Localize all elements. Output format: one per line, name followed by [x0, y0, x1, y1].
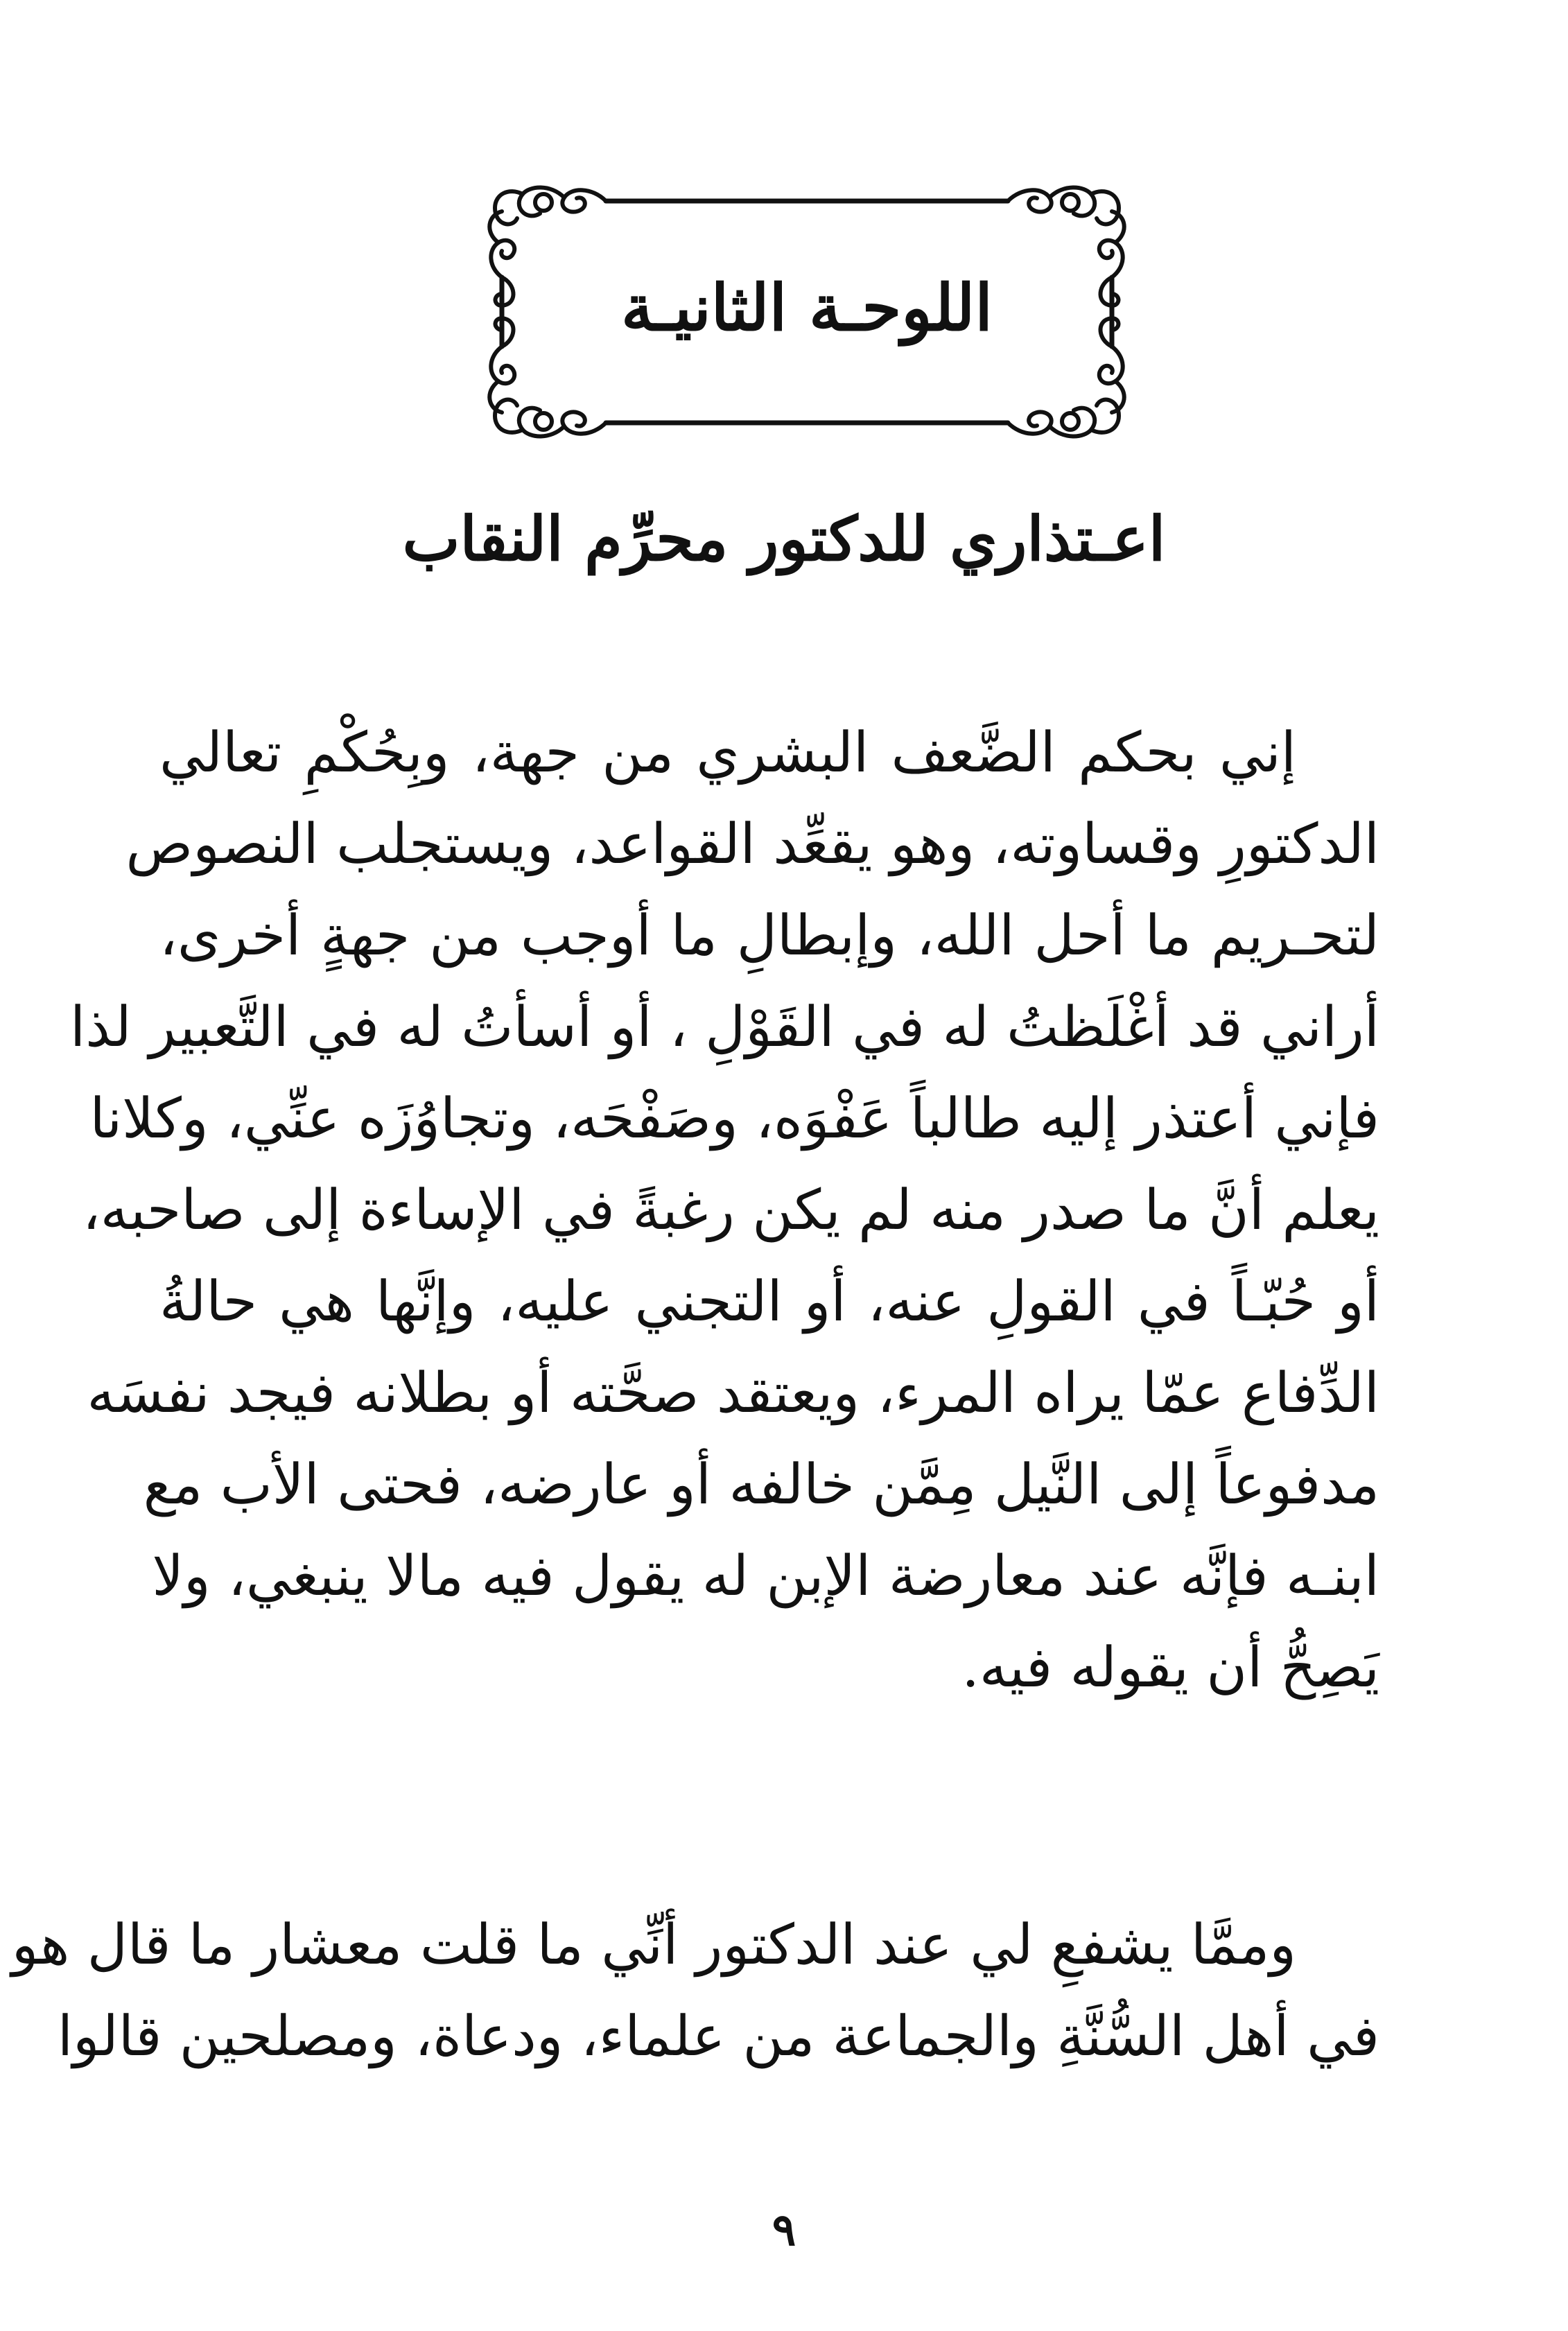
text-line: ابنـه فإنَّه عند معارضة الإبن له يقول فيه مالا ينبغي، ولا: [152, 1544, 1379, 1608]
page-number: ٩: [772, 2204, 796, 2256]
text-line: يعلم أنَّ ما صدر منه لم يكن رغبةً في الإساءة إلى صاحبه،: [82, 1178, 1379, 1242]
text-line: لتحـريم ما أحل الله، وإبطالِ ما أوجب من جهةٍ أخرى،: [159, 903, 1379, 968]
text-line: الدكتورِ وقساوته، وهو يقعِّد القواعد، ويستجلب النصوص: [125, 812, 1379, 876]
text-line: إني بحكم الضَّعف البشري من جهة، وبِحُكْمِ تعالي: [159, 720, 1296, 785]
ornamental-title-frame: [474, 173, 1140, 451]
text-line: الدِّفاع عمّا يراه المرء، ويعتقد صحَّته أو بطلانه فيجد نفسَه: [87, 1361, 1379, 1425]
section-heading: اعـتذاري للدكتور محرِّم النقاب: [402, 503, 1166, 575]
text-line: أو حُبّـاً في القولِ عنه، أو التجني عليه، وإنَّها هي حالةُ: [159, 1269, 1379, 1334]
page-title: اللوحـة الثانيـة: [621, 270, 993, 345]
text-line: وممَّا يشفعِ لي عند الدكتور أنِّي ما قلت معشار ما قال هو: [11, 1912, 1296, 1977]
text-line: يَصِحُّ أن يقوله فيه.: [961, 1635, 1379, 1700]
paragraph-2: [11, 1899, 1379, 2082]
paragraph-1: [69, 707, 1379, 1713]
text-line: فإني أعتذر إليه طالباً عَفْوَه، وصَفْحَه، وتجاوُزَه عنِّي، وكلانا: [89, 1086, 1379, 1151]
text-line: أراني قد أغْلَظتُ له في القَوْلِ ، أو أسأتُ له في التَّعبير لذا: [69, 995, 1379, 1059]
text-line: في أهل السُّنَّةِ والجماعة من علماء، ودعاة، ومصلحين قالوا: [57, 2004, 1379, 2068]
text-line: مدفوعاً إلى النَّيل مِمَّن خالفه أو عارضه، فحتى الأب مع: [143, 1452, 1379, 1517]
